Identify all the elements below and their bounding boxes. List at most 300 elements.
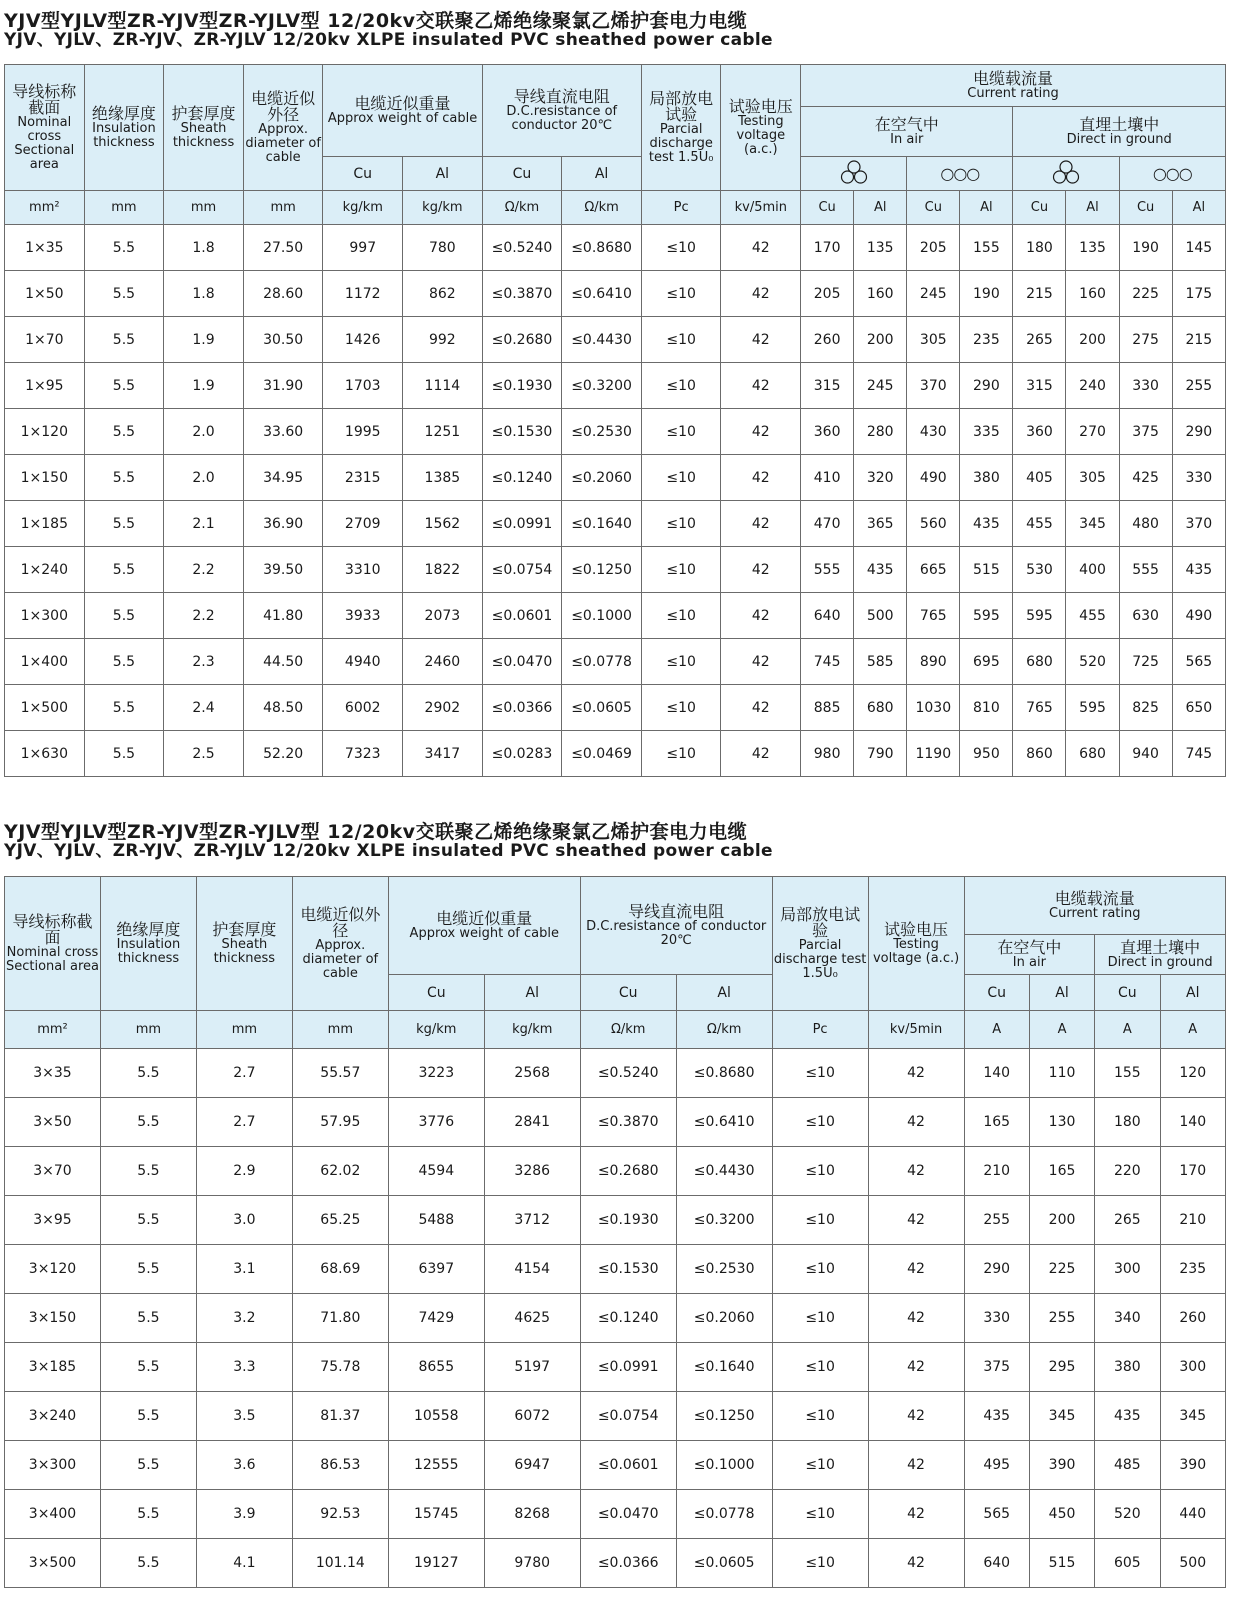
table-cell: 42 (721, 547, 801, 593)
table-cell: 565 (1172, 639, 1225, 685)
table-cell: 520 (1095, 1490, 1160, 1539)
table-cell: ≤0.0283 (482, 731, 562, 777)
row-label: 1×95 (5, 363, 85, 409)
table-cell: 5.5 (100, 1441, 196, 1490)
table-cell: 33.60 (243, 409, 323, 455)
table-cell: 57.95 (292, 1098, 388, 1147)
table-cell: ≤0.1930 (482, 363, 562, 409)
table-cell: 6002 (323, 685, 403, 731)
table-cell: 42 (868, 1098, 964, 1147)
table-cell: ≤0.6410 (676, 1098, 772, 1147)
table-cell: ≤10 (641, 455, 721, 501)
table-cell: ≤0.3200 (676, 1196, 772, 1245)
table-cell: 780 (403, 225, 483, 271)
flat-formation-icon: ○○○ (1152, 164, 1192, 183)
table-cell: ≤0.1250 (562, 547, 642, 593)
table-cell: 680 (1066, 731, 1119, 777)
table-cell: 42 (721, 685, 801, 731)
table-cell: 370 (907, 363, 960, 409)
table-cell: 5488 (388, 1196, 484, 1245)
unit-cell: mm (164, 191, 244, 225)
table-cell: ≤0.3870 (580, 1098, 676, 1147)
table-cell: 500 (854, 593, 907, 639)
table-cell: ≤10 (641, 547, 721, 593)
table-cell: 42 (868, 1245, 964, 1294)
table-cell: 7323 (323, 731, 403, 777)
header-current-rating: 电缆载流量 Current rating (801, 65, 1226, 107)
table-cell: ≤0.0778 (562, 639, 642, 685)
table-cell: 825 (1119, 685, 1172, 731)
table-cell: 5.5 (100, 1490, 196, 1539)
table-cell: 425 (1119, 455, 1172, 501)
header-diameter: 电缆近似外径 Approx. diameter of cable (243, 65, 323, 191)
table-cell: ≤0.5240 (482, 225, 562, 271)
table-cell: 180 (1013, 225, 1066, 271)
table-cell: ≤0.2530 (562, 409, 642, 455)
unit-cell: mm (196, 1011, 292, 1049)
table-cell: 2.3 (164, 639, 244, 685)
table-cell: 495 (964, 1441, 1029, 1490)
table-cell: ≤10 (641, 409, 721, 455)
unit-cell: Pc (772, 1011, 868, 1049)
table-cell: 360 (1013, 409, 1066, 455)
table-cell: 210 (1160, 1196, 1225, 1245)
table-cell: 680 (854, 685, 907, 731)
table-cell: 220 (1095, 1147, 1160, 1196)
table-cell: 3933 (323, 593, 403, 639)
table-cell: 5.5 (100, 1098, 196, 1147)
table-cell: 160 (1066, 271, 1119, 317)
table-cell: 42 (868, 1343, 964, 1392)
unit-cell: A (964, 1011, 1029, 1049)
table-cell: ≤0.3200 (562, 363, 642, 409)
table-cell: 3.5 (196, 1392, 292, 1441)
table-cell: 435 (960, 501, 1013, 547)
table-cell: 455 (1066, 593, 1119, 639)
table-cell: 200 (1066, 317, 1119, 363)
header-weight-al: Al (403, 157, 483, 191)
table-cell: 280 (854, 409, 907, 455)
header-insulation: 绝缘厚度 Insulation thickness (100, 877, 196, 1011)
table-cell: ≤0.0754 (482, 547, 562, 593)
table-cell: 245 (907, 271, 960, 317)
table-cell: 455 (1013, 501, 1066, 547)
table-cell: 42 (868, 1392, 964, 1441)
row-label: 3×95 (5, 1196, 101, 1245)
table-cell: 440 (1160, 1490, 1225, 1539)
table-cell: 44.50 (243, 639, 323, 685)
row-label: 3×185 (5, 1343, 101, 1392)
table-cell: 435 (964, 1392, 1029, 1441)
header-in-air: 在空气中 In air (801, 107, 1013, 157)
table-row (5, 363, 1226, 409)
header-sheath: 护套厚度 Sheath thickness (196, 877, 292, 1011)
table-cell: 190 (960, 271, 1013, 317)
header-testing-voltage: 试验电压 Testing voltage (a.c.) (868, 877, 964, 1011)
table-cell: 1703 (323, 363, 403, 409)
table-cell: 4625 (484, 1294, 580, 1343)
table-cell: ≤0.2680 (482, 317, 562, 363)
unit-cell: A (1095, 1011, 1160, 1049)
table-cell: 1114 (403, 363, 483, 409)
table-cell: 5.5 (84, 409, 164, 455)
table-cell: 430 (907, 409, 960, 455)
header-direct-in-ground: 直埋土壤中 Direct in ground (1095, 935, 1226, 975)
section2-title-en: YJV、YJLV、ZR-YJV、ZR-YJLV 12/20kv XLPE insulated PVC sheathed power cable (4, 840, 773, 861)
row-label: 3×120 (5, 1245, 101, 1294)
units-row (5, 1011, 1226, 1049)
table-cell: 2315 (323, 455, 403, 501)
table-cell: ≤0.1640 (676, 1343, 772, 1392)
table-cell: 1251 (403, 409, 483, 455)
table-cell: 8655 (388, 1343, 484, 1392)
table-cell: 360 (801, 409, 854, 455)
table-cell: 42 (721, 593, 801, 639)
row-label: 3×50 (5, 1098, 101, 1147)
table-cell: 380 (1095, 1343, 1160, 1392)
table-cell: 765 (907, 593, 960, 639)
section2-title (4, 823, 773, 861)
table-cell: 665 (907, 547, 960, 593)
table-cell: 490 (1172, 593, 1225, 639)
table-cell: 6947 (484, 1441, 580, 1490)
table-cell: ≤0.0754 (580, 1392, 676, 1441)
header-resistance: 导线直流电阻 D.C.resistance of conductor 20℃ (580, 877, 772, 975)
table-cell: 640 (801, 593, 854, 639)
table-cell: 42 (721, 455, 801, 501)
table-cell: 34.95 (243, 455, 323, 501)
table-cell: ≤10 (641, 731, 721, 777)
table-cell: 9780 (484, 1539, 580, 1588)
header-current-rating: 电缆载流量 Current rating (964, 877, 1225, 935)
table-cell: ≤0.1930 (580, 1196, 676, 1245)
table-row (5, 409, 1226, 455)
table-row (5, 455, 1226, 501)
table-cell: ≤10 (641, 317, 721, 363)
table-row (5, 317, 1226, 363)
table-cell: 390 (1029, 1441, 1094, 1490)
table-cell: ≤0.2060 (562, 455, 642, 501)
table-cell: 485 (1095, 1441, 1160, 1490)
table-cell: 410 (801, 455, 854, 501)
table-cell: 210 (964, 1147, 1029, 1196)
table-cell: ≤10 (772, 1147, 868, 1196)
header-weight-cu: Cu (388, 975, 484, 1011)
table-cell: 42 (868, 1147, 964, 1196)
table-cell: 680 (1013, 639, 1066, 685)
header-res-al: Al (562, 157, 642, 191)
table-row (5, 1245, 1226, 1294)
table-row (5, 501, 1226, 547)
table-cell: ≤0.4430 (676, 1147, 772, 1196)
header-weight-cu: Cu (323, 157, 403, 191)
table-cell: 200 (854, 317, 907, 363)
unit-cell: Al (960, 191, 1013, 225)
table-row (5, 685, 1226, 731)
table-row (5, 1490, 1226, 1539)
table-row (5, 593, 1226, 639)
table-cell: 42 (868, 1294, 964, 1343)
table-cell: 5.5 (100, 1343, 196, 1392)
table-cell: 255 (1172, 363, 1225, 409)
table-cell: ≤0.1640 (562, 501, 642, 547)
table-cell: ≤0.2060 (676, 1294, 772, 1343)
table-cell: 2.4 (164, 685, 244, 731)
row-label: 1×185 (5, 501, 85, 547)
table-cell: 5.5 (100, 1539, 196, 1588)
table-cell: 1030 (907, 685, 960, 731)
table-cell: 305 (907, 317, 960, 363)
table-cell: 330 (1172, 455, 1225, 501)
table-cell: 265 (1013, 317, 1066, 363)
unit-cell: kv/5min (868, 1011, 964, 1049)
table-cell: 810 (960, 685, 1013, 731)
table-cell: 595 (1013, 593, 1066, 639)
table-cell: 160 (854, 271, 907, 317)
table-cell: ≤0.0778 (676, 1490, 772, 1539)
table-cell: 515 (1029, 1539, 1094, 1588)
table-cell: 7429 (388, 1294, 484, 1343)
unit-cell: Ω/km (562, 191, 642, 225)
ground-flat (1119, 157, 1225, 191)
unit-cell: mm² (5, 1011, 101, 1049)
table-cell: 215 (1172, 317, 1225, 363)
table-cell: 225 (1029, 1245, 1094, 1294)
table-row (5, 1049, 1226, 1098)
table-cell: ≤10 (772, 1392, 868, 1441)
header-weight-al: Al (484, 975, 580, 1011)
table-cell: ≤0.0601 (580, 1441, 676, 1490)
table-cell: 255 (964, 1196, 1029, 1245)
table-cell: 42 (721, 363, 801, 409)
table-cell: 3.6 (196, 1441, 292, 1490)
table-cell: 450 (1029, 1490, 1094, 1539)
header-ground-al: Al (1160, 975, 1225, 1011)
table-cell: 435 (1095, 1392, 1160, 1441)
table-cell: 585 (854, 639, 907, 685)
table-row (5, 547, 1226, 593)
table-cell: 27.50 (243, 225, 323, 271)
table-cell: ≤0.0605 (676, 1539, 772, 1588)
table-cell: 940 (1119, 731, 1172, 777)
header-ground-cu: Cu (1095, 975, 1160, 1011)
table-cell: ≤0.8680 (676, 1049, 772, 1098)
table-cell: 170 (1160, 1147, 1225, 1196)
header-sheath: 护套厚度 Sheath thickness (164, 65, 244, 191)
table-cell: 400 (1066, 547, 1119, 593)
table-cell: ≤0.0470 (580, 1490, 676, 1539)
table-cell: 560 (907, 501, 960, 547)
table-cell: 4594 (388, 1147, 484, 1196)
table-cell: 295 (1029, 1343, 1094, 1392)
table-cell: 862 (403, 271, 483, 317)
table-cell: 3310 (323, 547, 403, 593)
table-cell: 290 (964, 1245, 1029, 1294)
unit-cell: Cu (907, 191, 960, 225)
table-cell: 42 (721, 271, 801, 317)
table-cell: 260 (1160, 1294, 1225, 1343)
table-cell: 2.2 (164, 547, 244, 593)
unit-cell: Al (854, 191, 907, 225)
table-cell: 135 (854, 225, 907, 271)
table-cell: ≤0.2680 (580, 1147, 676, 1196)
row-label: 3×300 (5, 1441, 101, 1490)
table-cell: 2.9 (196, 1147, 292, 1196)
table-cell: 330 (964, 1294, 1029, 1343)
table-cell: 5.5 (84, 271, 164, 317)
table-cell: 5.5 (100, 1196, 196, 1245)
table-cell: 265 (1095, 1196, 1160, 1245)
table-cell: 2.0 (164, 409, 244, 455)
unit-cell: kv/5min (721, 191, 801, 225)
table-cell: ≤10 (772, 1441, 868, 1490)
table-cell: 28.60 (243, 271, 323, 317)
table-cell: 435 (1172, 547, 1225, 593)
table-cell: 650 (1172, 685, 1225, 731)
table-cell: 3.0 (196, 1196, 292, 1245)
table-cell: 31.90 (243, 363, 323, 409)
table-cell: 255 (1029, 1294, 1094, 1343)
table-cell: 320 (854, 455, 907, 501)
table-cell: 145 (1172, 225, 1225, 271)
table-cell: 345 (1160, 1392, 1225, 1441)
table-cell: 55.57 (292, 1049, 388, 1098)
table-cell: 980 (801, 731, 854, 777)
row-label: 1×500 (5, 685, 85, 731)
unit-cell: Cu (1119, 191, 1172, 225)
row-label: 3×150 (5, 1294, 101, 1343)
table-cell: 335 (960, 409, 1013, 455)
unit-cell: Ω/km (676, 1011, 772, 1049)
unit-cell: kg/km (323, 191, 403, 225)
header-partial-discharge: 局部放电试验 Parcial discharge test 1.5U₀ (772, 877, 868, 1011)
table-cell: 71.80 (292, 1294, 388, 1343)
table-cell: 140 (964, 1049, 1029, 1098)
table-cell: 42 (721, 409, 801, 455)
table-cell: 745 (1172, 731, 1225, 777)
table-cell: 205 (907, 225, 960, 271)
table-cell: 41.80 (243, 593, 323, 639)
table-cell: 5.5 (84, 225, 164, 271)
ground-trefoil (1013, 157, 1119, 191)
table-cell: 3.3 (196, 1343, 292, 1392)
table-cell: 42 (868, 1196, 964, 1245)
table-cell: ≤0.1530 (482, 409, 562, 455)
table-cell: 992 (403, 317, 483, 363)
table-cell: 370 (1172, 501, 1225, 547)
table-cell: 375 (964, 1343, 1029, 1392)
header-res-cu: Cu (580, 975, 676, 1011)
table-cell: ≤0.5240 (580, 1049, 676, 1098)
table-cell: 165 (964, 1098, 1029, 1147)
row-label: 1×630 (5, 731, 85, 777)
table-cell: ≤10 (641, 593, 721, 639)
table-cell: 2.2 (164, 593, 244, 639)
table-cell: 5.5 (84, 685, 164, 731)
table-cell: 270 (1066, 409, 1119, 455)
table-cell: 120 (1160, 1049, 1225, 1098)
table-cell: 375 (1119, 409, 1172, 455)
table-cell: ≤0.0605 (562, 685, 642, 731)
unit-cell: mm (84, 191, 164, 225)
trefoil-icon (1051, 160, 1081, 184)
table-cell: 175 (1172, 271, 1225, 317)
unit-cell: Ω/km (482, 191, 562, 225)
table-cell: 5.5 (84, 639, 164, 685)
table-cell: 3712 (484, 1196, 580, 1245)
table-cell: ≤0.0366 (482, 685, 562, 731)
air-trefoil (801, 157, 907, 191)
table-cell: 92.53 (292, 1490, 388, 1539)
table-cell: 5.5 (100, 1245, 196, 1294)
row-label: 3×240 (5, 1392, 101, 1441)
header-direct-in-ground: 直埋土壤中 Direct in ground (1013, 107, 1226, 157)
table-cell: 140 (1160, 1098, 1225, 1147)
table-cell: 200 (1029, 1196, 1094, 1245)
table-row (5, 1343, 1226, 1392)
table-cell: ≤0.1000 (562, 593, 642, 639)
table-cell: 340 (1095, 1294, 1160, 1343)
table-cell: 62.02 (292, 1147, 388, 1196)
table-row (5, 1098, 1226, 1147)
header-area: 导线标称截面 Nominal cross Sectional area (5, 877, 101, 1011)
table-cell: 10558 (388, 1392, 484, 1441)
unit-cell: mm (292, 1011, 388, 1049)
table-cell: 275 (1119, 317, 1172, 363)
table-cell: 81.37 (292, 1392, 388, 1441)
single-core-cable-table (4, 64, 1226, 777)
table-cell: 5.5 (84, 547, 164, 593)
table-cell: ≤10 (772, 1049, 868, 1098)
table-cell: 300 (1095, 1245, 1160, 1294)
table-cell: 5197 (484, 1343, 580, 1392)
table-cell: 630 (1119, 593, 1172, 639)
trefoil-icon (839, 160, 869, 184)
table-cell: 2460 (403, 639, 483, 685)
table-cell: 42 (721, 501, 801, 547)
table-cell: 435 (854, 547, 907, 593)
table-cell: ≤0.2530 (676, 1245, 772, 1294)
table-cell: 36.90 (243, 501, 323, 547)
table-cell: ≤10 (772, 1245, 868, 1294)
table-cell: 42 (868, 1490, 964, 1539)
table-cell: 480 (1119, 501, 1172, 547)
table-cell: 520 (1066, 639, 1119, 685)
header-weight: 电缆近似重量 Approx weight of cable (388, 877, 580, 975)
table-cell: 565 (964, 1490, 1029, 1539)
table-cell: 5.5 (100, 1392, 196, 1441)
table-cell: 2.7 (196, 1098, 292, 1147)
table-cell: 8268 (484, 1490, 580, 1539)
header-air-cu: Cu (964, 975, 1029, 1011)
table-cell: 42 (868, 1441, 964, 1490)
table-row (5, 731, 1226, 777)
table-cell: ≤0.1530 (580, 1245, 676, 1294)
table-cell: 890 (907, 639, 960, 685)
table-cell: 235 (960, 317, 1013, 363)
table-cell: 5.5 (84, 501, 164, 547)
table-cell: 1995 (323, 409, 403, 455)
table-cell: 101.14 (292, 1539, 388, 1588)
unit-cell: Al (1066, 191, 1119, 225)
table-cell: 2902 (403, 685, 483, 731)
table-cell: 860 (1013, 731, 1066, 777)
unit-cell: Ω/km (580, 1011, 676, 1049)
table-cell: 6072 (484, 1392, 580, 1441)
table-cell: 2841 (484, 1098, 580, 1147)
table-cell: 3.9 (196, 1490, 292, 1539)
table-cell: 790 (854, 731, 907, 777)
